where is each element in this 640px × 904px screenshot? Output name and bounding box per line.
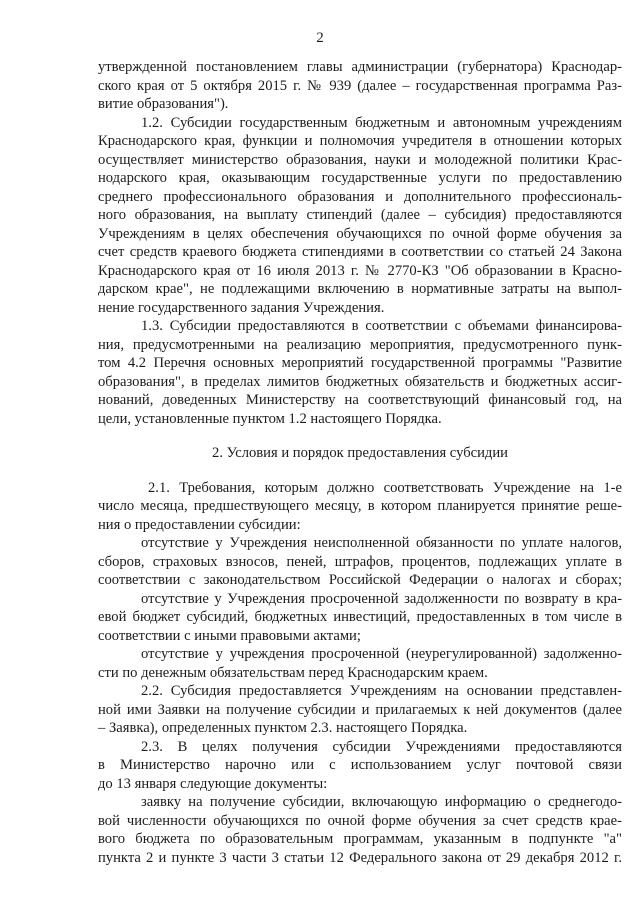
text-line: Учреждениям в целях обеспечения обучающихся по очной форме обучения за [98,225,622,242]
document-body [98,58,622,867]
spacer [98,428,622,444]
text-line: отсутствие у учреждения просроченной (неурегулированной) задолженно- [141,646,622,662]
text-line: пункта 2 и пункте 3 части 3 статьи 12 Федерального закона от 29 декабря 2012 г. [98,849,622,866]
text-line: вого бюджета по образовательным программам, указанным в подпункте "а" [98,831,622,847]
text-line: витие образования"). [98,96,229,112]
text-line: соответствии с иными правовыми актами; [98,627,361,644]
spacer [98,463,622,479]
text-line: ной ими Заявки на получение субсидии и прилагаемых к ней документов (далее [98,701,622,718]
text-line: евой бюджет субсидий, бюджетных инвестиций, предоставленных в том числе в [98,609,622,625]
text-line: Краснодарского края от 16 июля 2013 г. № 2770-КЗ "Об образовании в Красно- [98,262,622,279]
text-line: вой численности обучающихся по очной форме обучения за счет средств крае- [98,812,622,829]
text-line: ного образования, на выплату стипендий (далее – субсидия) предоставляются [98,207,622,223]
section-2-text [98,479,622,868]
text-line: заявку на получение субсидии, включающую информацию о среднегодо- [141,794,622,810]
section-heading: 2. Условия и порядок предоставления субсидии [212,445,508,461]
text-line: том 4.2 Перечня основных мероприятий государственной программы "Развитие [98,355,622,371]
text-line: 2.2. Субсидия предоставляется Учреждениям на основании представлен- [141,683,622,699]
text-line: дарском крае", не подлежащими включению в нормативные затраты на выпол- [98,281,622,297]
text-line: нение государственного задания Учреждения. [98,299,385,316]
text-line: Краснодарского края, функции и полномочия учредителя в отношении которых [98,133,622,149]
text-line: – Заявка), определенных пунктом 2.3. настоящего Порядка. [98,720,468,736]
text-line: образования", в пределах лимитов бюджетных обязательств и бюджетных ассиг- [98,373,622,390]
text-line: отсутствие у Учреждения просроченной задолженности по возврату в кра- [141,590,622,607]
page-number: 2 [316,30,324,46]
text-line: ния, предусмотренными на реализацию мероприятия, предусмотренного пунк- [98,336,622,353]
text-line: счет средств краевого бюджета стипендиями в соответствии со статьей 24 Закона [98,244,622,260]
text-line: соответствии с законодательством Российской Федерации о налогах и сборах; [98,572,622,588]
text-line: нований, доведенных Министерству на соответствующий финансовый год, на [98,392,622,408]
text-line: утвержденной постановлением главы администрации (губернатора) Краснодар- [98,59,622,75]
text-line: нодарского края, оказывающим государственные услуги по предоставлению [98,170,622,186]
text-line: осуществляет министерство образования, науки и молодежной политики Крас- [98,151,622,168]
text-line: отсутствие у Учреждения неисполненной обязанности по уплате налогов, [141,535,622,551]
text-line: сборов, страховых взносов, пеней, штрафов, процентов, подлежащих уплате в [98,553,622,570]
text-line: до 13 января следующие документы: [98,775,328,792]
text-line: 2.1. Требования, которым должно соответствовать Учреждение на 1-е [148,479,622,496]
text-line: среднего профессионального образования и дополнительного профессиональ- [98,188,622,205]
text-line: сти по денежным обязательствам перед Краснодарским краем. [98,664,488,681]
text-line: ния о предоставлении субсидии: [98,516,301,533]
text-line: 2.3. В целях получения субсидии Учреждениями предоставляются [141,738,622,755]
text-line: число месяца, предшествующего месяцу, в котором планируется принятие реше- [98,498,622,514]
text-line: ского края от 5 октября 2015 г. № 939 (далее – государственная программа Раз- [98,77,622,94]
text-line: в Министерство нарочно или с использованием услуг почтовой связи [98,757,622,773]
text-line: 1.3. Субсидии предоставляются в соответствии с объемами финансирова- [141,318,622,334]
text-line: цели, установленные пунктом 1.2 настоящего Порядка. [98,410,442,427]
text-line: 1.2. Субсидии государственным бюджетным и автономным учреждениям [141,114,622,131]
section-1-text [98,58,622,428]
